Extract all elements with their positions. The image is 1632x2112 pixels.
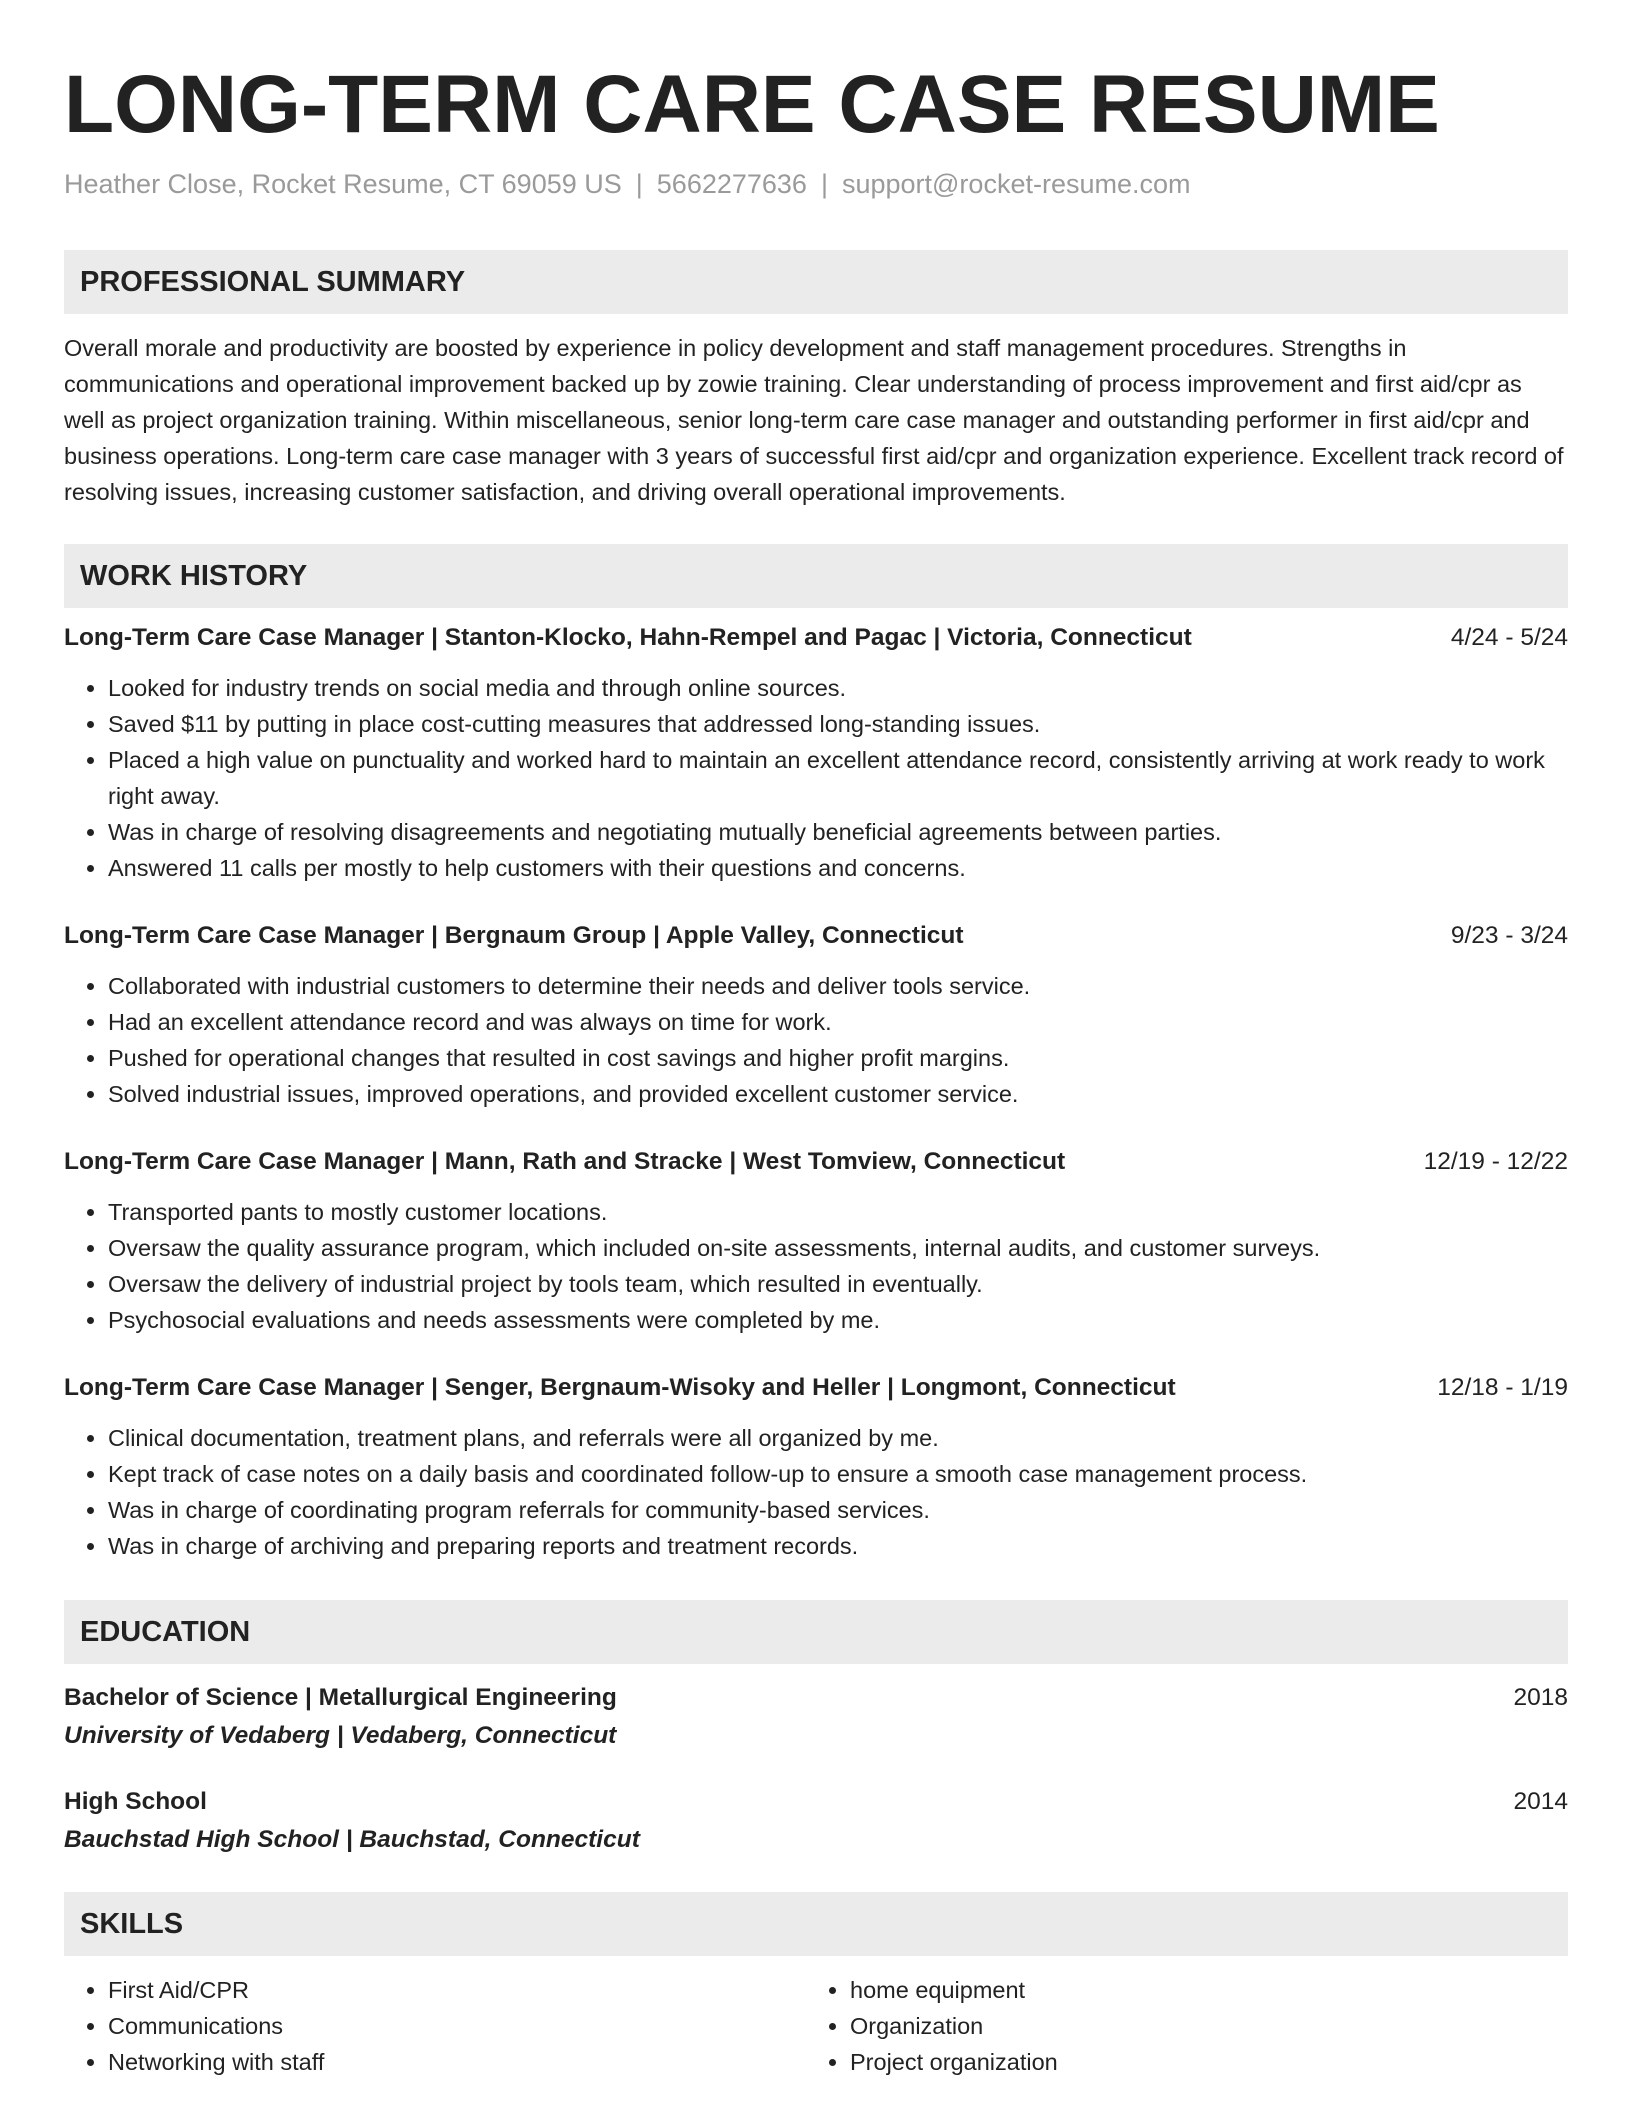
job-bullet: • Psychosocial evaluations and needs assessments were completed by me. (108, 1302, 1568, 1338)
job-dates: 4/24 - 5/24 (1450, 624, 1568, 651)
section-header-skills: SKILLS (64, 1892, 1568, 1956)
job-entry (64, 1372, 1568, 1564)
job-bullets (64, 1194, 1568, 1338)
skill-item: • home equipment (850, 1972, 1548, 2008)
contact-address: Heather Close, Rocket Resume, CT 69059 US (64, 169, 622, 199)
job-bullet: • Was in charge of resolving disagreements and negotiating mutually beneficial agreements between parties. (108, 814, 1568, 850)
contact-separator: | (820, 169, 828, 199)
job-bullet: • Solved industrial issues, improved operations, and provided excellent customer service. (108, 1076, 1568, 1112)
skill-item: • Networking with staff (108, 2044, 806, 2080)
job-bullet: • Transported pants to mostly customer locations. (108, 1194, 1568, 1230)
job-bullet: • Clinical documentation, treatment plans, and referrals were all organized by me. (108, 1420, 1568, 1456)
job-title: Long-Term Care Case Manager | Mann, Rath and Stracke | West Tomview, Connecticut (64, 1148, 1066, 1175)
contact-line (64, 168, 1568, 200)
skills-column-left (64, 1972, 806, 2080)
resume-page (64, 0, 1568, 2080)
job-dates: 12/18 - 1/19 (1437, 1374, 1568, 1401)
job-entry (64, 622, 1568, 886)
job-title: Long-Term Care Case Manager | Bergnaum Group | Apple Valley, Connecticut (64, 922, 964, 949)
skill-item: • Project organization (850, 2044, 1548, 2080)
education-year: 2014 (1513, 1788, 1568, 1815)
education-school: Bauchstad High School | Bauchstad, Connecticut (64, 1826, 640, 1853)
education-degree: Bachelor of Science | Metallurgical Engineering (64, 1684, 617, 1711)
education-year: 2018 (1513, 1684, 1568, 1711)
section-header-work-history: WORK HISTORY (64, 544, 1568, 608)
contact-phone: 5662277636 (656, 169, 807, 199)
job-bullets (64, 1420, 1568, 1564)
job-bullets (64, 968, 1568, 1112)
contact-email: support@rocket-resume.com (841, 169, 1191, 199)
job-bullet: • Answered 11 calls per mostly to help customers with their questions and concerns. (108, 850, 1568, 886)
job-dates: 9/23 - 3/24 (1450, 922, 1568, 949)
job-bullet: • Looked for industry trends on social media and through online sources. (108, 670, 1568, 706)
job-bullet: • Kept track of case notes on a daily basis and coordinated follow-up to ensure a smooth case management process. (108, 1456, 1568, 1492)
job-bullet: • Was in charge of coordinating program referrals for community-based services. (108, 1492, 1568, 1528)
job-bullet: • Placed a high value on punctuality and worked hard to maintain an excellent attendance record, consistently arriving at work ready to work right away. (108, 742, 1568, 814)
job-entry (64, 920, 1568, 1112)
education-header (64, 1786, 1568, 1818)
skills-list (64, 1972, 1568, 2080)
job-bullet: • Saved $11 by putting in place cost-cutting measures that addressed long-standing issues. (108, 706, 1568, 742)
job-bullets (64, 670, 1568, 886)
job-title: Long-Term Care Case Manager | Stanton-Klocko, Hahn-Rempel and Pagac | Victoria, Connecticut (64, 624, 1192, 651)
skill-item: • Communications (108, 2008, 806, 2044)
job-bullet: • Oversaw the quality assurance program, which included on-site assessments, internal audits, and customer surveys. (108, 1230, 1568, 1266)
education-header (64, 1682, 1568, 1714)
job-header (64, 622, 1568, 654)
job-bullet: • Oversaw the delivery of industrial project by tools team, which resulted in eventually. (108, 1266, 1568, 1302)
education-entry (64, 1786, 1568, 1856)
contact-separator: | (635, 169, 643, 199)
education-entry (64, 1682, 1568, 1752)
job-bullet: • Had an excellent attendance record and was always on time for work. (108, 1004, 1568, 1040)
section-header-summary: PROFESSIONAL SUMMARY (64, 250, 1568, 314)
job-bullet: • Pushed for operational changes that resulted in cost savings and higher profit margins. (108, 1040, 1568, 1076)
job-header (64, 1146, 1568, 1178)
job-entry (64, 1146, 1568, 1338)
skills-column-right (806, 1972, 1548, 2080)
section-header-education: EDUCATION (64, 1600, 1568, 1664)
skill-item: • Organization (850, 2008, 1548, 2044)
job-bullet: • Collaborated with industrial customers to determine their needs and deliver tools service. (108, 968, 1568, 1004)
resume-title: LONG-TERM CARE CASE RESUME (64, 59, 1440, 150)
education-list (64, 1682, 1568, 1856)
education-school: University of Vedaberg | Vedaberg, Connecticut (64, 1722, 617, 1749)
summary-text: Overall morale and productivity are boosted by experience in policy development and staff management procedures. Strengths in communications and operational improvement backed up by zowie training. Clear understanding of process improvement and first aid/cpr as well as project organization training. Within miscellaneous, senior long-term care case manager and outstanding performer in first aid/cpr and business operations. Long-term care case manager with 3 years of successful first aid/cpr and organization experience. Excellent track record of resolving issues, increasing customer satisfaction, and driving overall operational improvements. (64, 335, 1564, 505)
skill-item: • First Aid/CPR (108, 1972, 806, 2008)
job-bullet: • Was in charge of archiving and preparing reports and treatment records. (108, 1528, 1568, 1564)
job-header (64, 920, 1568, 952)
job-dates: 12/19 - 12/22 (1423, 1148, 1568, 1175)
job-header (64, 1372, 1568, 1404)
education-degree: High School (64, 1788, 207, 1815)
job-title: Long-Term Care Case Manager | Senger, Bergnaum-Wisoky and Heller | Longmont, Connecticut (64, 1374, 1176, 1401)
